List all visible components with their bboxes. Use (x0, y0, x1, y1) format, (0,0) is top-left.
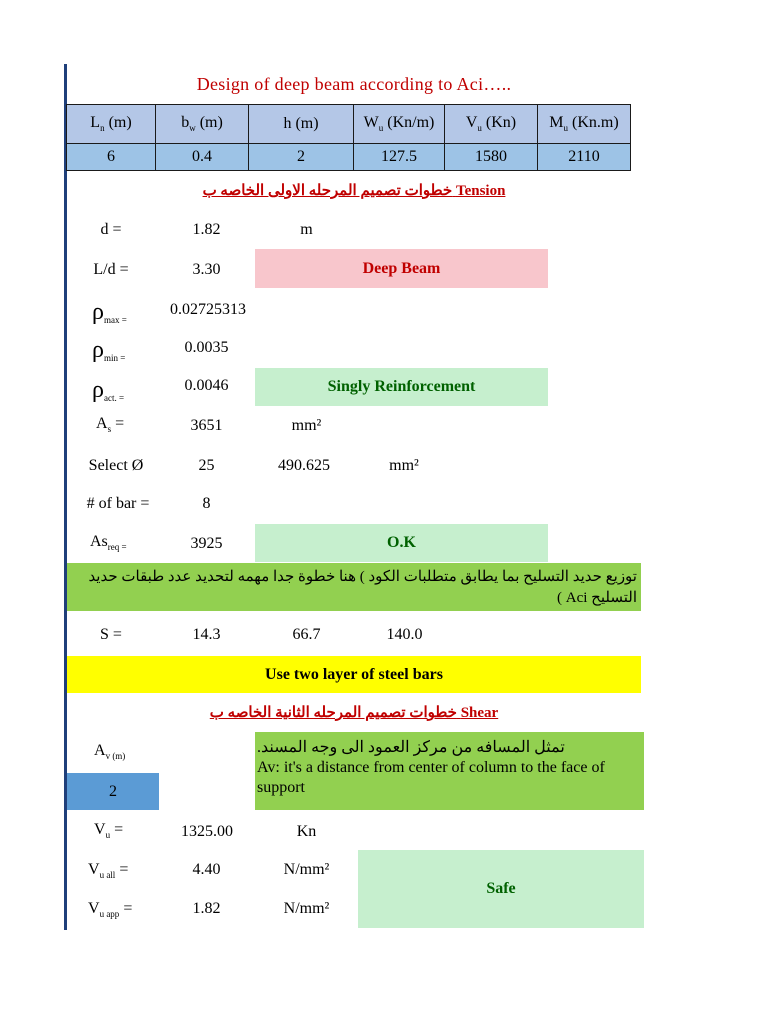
value-ln[interactable]: 6 (67, 144, 156, 171)
vu-unit: Kn (296, 823, 317, 840)
header-wu[interactable]: $W_u$ (Kn/m) (354, 105, 445, 144)
tension-section-title: خطوات تصميم المرحله الاولى الخاصه ب Tension (202, 183, 506, 199)
spacing-value-2[interactable]: 66.7 (292, 626, 321, 643)
as-req-status: O.K (255, 524, 548, 562)
header-mu[interactable]: $M_u$ (Kn.m) (538, 105, 631, 144)
as-label: $A_s$ = (96, 415, 125, 435)
header-bw[interactable]: $b_w$ (m) (156, 105, 249, 144)
d-unit: m (300, 221, 313, 238)
vu-app-value[interactable]: 1.82 (192, 900, 221, 917)
av-note-english: Av: it's a distance from center of column to the face of support (257, 759, 605, 796)
value-vu[interactable]: 1580 (445, 144, 538, 171)
select-label: Select Ø (88, 457, 144, 474)
as-unit: mm² (291, 417, 322, 434)
spacing-label: S = (100, 626, 122, 643)
av-label: $A_{v (m)}$ (94, 742, 126, 762)
d-label: d = (100, 221, 122, 238)
spacing-value-1[interactable]: 14.3 (192, 626, 221, 643)
ld-status: Deep Beam (255, 249, 548, 288)
value-wu[interactable]: 127.5 (354, 144, 445, 171)
ld-value[interactable]: 3.30 (192, 261, 221, 278)
as-req-value[interactable]: 3925 (190, 535, 223, 552)
vu-label: $V_u$ = (94, 821, 124, 841)
rho-act-status: Singly Reinforcement (255, 368, 548, 406)
header-h[interactable]: h (m) (249, 105, 354, 144)
select-area[interactable]: 490.625 (278, 457, 330, 474)
d-value[interactable]: 1.82 (192, 221, 221, 238)
rho-act-label: $\rho_{act. =}$ (92, 377, 125, 404)
value-mu[interactable]: 2110 (538, 144, 631, 171)
rho-min-value[interactable]: 0.0035 (184, 339, 229, 356)
spreadsheet (64, 64, 644, 930)
shear-section-title: خطوات تصميم المرحله الثانية الخاصه ب Shear (209, 705, 499, 721)
select-diameter[interactable]: 25 (198, 457, 215, 474)
av-note (255, 732, 644, 810)
rho-max-label: $\rho_{max =}$ (92, 299, 127, 326)
rho-act-value[interactable]: 0.0046 (184, 377, 229, 394)
vu-app-label: $V_{u app}$ = (88, 900, 133, 920)
rho-min-label: $\rho_{min =}$ (92, 337, 126, 364)
vu-all-label: $V_{u all}$ = (88, 861, 129, 881)
header-vu[interactable]: $V_u$ (Kn) (445, 105, 538, 144)
rho-max-value[interactable]: 0.02725313 (170, 301, 246, 318)
av-value[interactable]: 2 (67, 773, 159, 810)
vu-app-unit: N/mm² (283, 900, 330, 917)
layer-note: Use two layer of steel bars (67, 656, 641, 693)
select-unit: mm² (389, 457, 419, 474)
spacing-value-3[interactable]: 140.0 (386, 626, 423, 643)
vu-all-value[interactable]: 4.40 (192, 861, 221, 878)
bars-label: # of bar = (86, 495, 150, 512)
vu-all-unit: N/mm² (283, 861, 330, 878)
distribution-note: توزيع حديد التسليح بما يطابق متطلبات الكود ) هنا خطوة جدا مهمه لتحديد عدد طبقات حديد التسليح Aci ) (67, 563, 641, 611)
bars-value[interactable]: 8 (202, 495, 211, 512)
as-req-label: $As_{req =}$ (90, 533, 127, 553)
shear-status: Safe (358, 850, 644, 928)
value-bw[interactable]: 0.4 (156, 144, 249, 171)
sheet-title: Design of deep beam according to Aci….. (196, 74, 512, 94)
as-value[interactable]: 3651 (190, 417, 223, 434)
vu-value[interactable]: 1325.00 (181, 823, 233, 840)
value-h[interactable]: 2 (249, 144, 354, 171)
input-table (66, 104, 631, 171)
ld-label: L/d = (93, 261, 129, 278)
av-note-arabic: تمثل المسافه من مركز العمود الى وجه المسند. (257, 739, 565, 756)
header-ln[interactable]: $L_n$ (m) (67, 105, 156, 144)
